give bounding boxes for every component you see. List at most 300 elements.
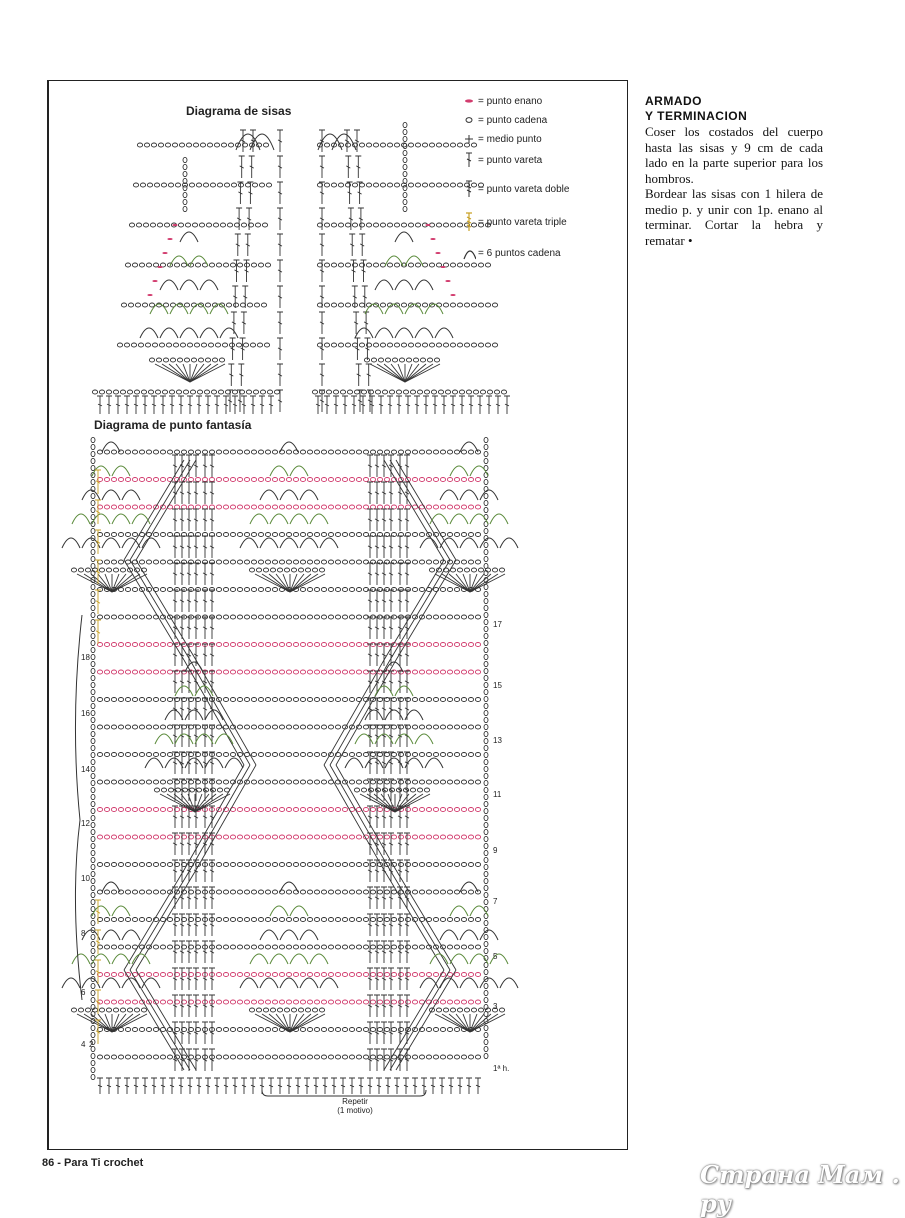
chain-stitch: [230, 945, 235, 949]
chain-stitch: [485, 303, 490, 307]
chain-stitch: [176, 390, 181, 394]
chain-stitch: [314, 615, 319, 619]
chain-stitch: [272, 808, 277, 812]
chain-stitch: [91, 584, 95, 589]
double-crochet-stitch: [186, 725, 192, 747]
chain-stitch: [475, 533, 480, 537]
stitch-line: [136, 970, 196, 1070]
slip-stitch: [435, 252, 440, 254]
chain-stitch: [335, 918, 340, 922]
chain-stitch: [272, 973, 277, 977]
double-crochet-stitch: [396, 396, 402, 414]
chain-stitch: [160, 1000, 165, 1004]
chain-stitch: [335, 643, 340, 647]
chain-stitch: [183, 390, 188, 394]
chain-stitch: [91, 920, 95, 925]
chain-arch: [300, 538, 318, 548]
chain-stitch: [307, 533, 312, 537]
chain-stitch: [216, 450, 221, 454]
chain-stitch: [377, 505, 382, 509]
chain-stitch: [391, 918, 396, 922]
double-crochet-stitch: [250, 1078, 256, 1094]
assembly-title-line1: ARMADO: [645, 94, 702, 108]
chain-stitch: [146, 643, 151, 647]
chain-stitch: [342, 945, 347, 949]
chain-stitch: [300, 533, 305, 537]
chain-stitch: [384, 780, 389, 784]
chain-stitch: [307, 1028, 312, 1032]
chain-stitch: [293, 780, 298, 784]
chain-stitch: [468, 835, 473, 839]
chain-stitch: [484, 969, 488, 974]
double-crochet-stitch: [172, 455, 178, 477]
double-crochet-stitch: [179, 509, 185, 531]
stitch-line: [190, 364, 204, 382]
chain-stitch: [427, 358, 432, 362]
chain-stitch: [150, 223, 155, 227]
chain-stitch: [257, 343, 262, 347]
chain-stitch: [468, 505, 473, 509]
double-crochet-stitch: [239, 156, 245, 178]
chain-stitch: [125, 808, 130, 812]
double-crochet-stitch: [397, 860, 403, 882]
double-crochet-stitch: [404, 455, 410, 477]
chain-stitch: [450, 263, 455, 267]
chain-stitch: [370, 588, 375, 592]
chain-stitch: [246, 390, 251, 394]
chain-stitch: [186, 143, 191, 147]
double-crochet-stitch: [345, 156, 351, 178]
double-crochet-stitch: [486, 396, 492, 414]
chain-stitch: [436, 183, 441, 187]
chain-stitch: [426, 615, 431, 619]
single-crochet-icon: [462, 133, 476, 145]
chain-arch: [425, 758, 443, 768]
chain-stitch: [111, 808, 116, 812]
watermark-logo: Страна Мам . ру: [700, 1160, 900, 1218]
chain-stitch: [111, 835, 116, 839]
chain-stitch: [335, 533, 340, 537]
double-crochet-stitch: [374, 617, 380, 639]
double-crochet-stitch: [374, 995, 380, 1017]
chain-stitch: [419, 808, 424, 812]
chain-stitch: [244, 1000, 249, 1004]
double-crochet-stitch: [115, 1078, 121, 1094]
chain-stitch: [314, 450, 319, 454]
chain-arch: [430, 514, 448, 524]
double-crochet-stitch: [374, 941, 380, 963]
chain-stitch: [145, 343, 150, 347]
chain-stitch: [91, 1074, 95, 1079]
chain-stitch: [143, 223, 148, 227]
chain-stitch: [307, 753, 312, 757]
chain-stitch: [265, 670, 270, 674]
chain-stitch: [91, 647, 95, 652]
double-crochet-stitch: [202, 590, 208, 612]
chain-stitch: [384, 588, 389, 592]
double-crochet-stitch: [277, 364, 283, 386]
double-crochet-stitch: [404, 752, 410, 774]
chain-stitch: [415, 263, 420, 267]
legend-label: = punto enano: [478, 95, 543, 107]
chain-stitch: [475, 643, 480, 647]
chain-stitch: [487, 390, 492, 394]
chain-stitch: [440, 780, 445, 784]
chain-stitch: [279, 615, 284, 619]
chain-stitch: [132, 263, 137, 267]
double-crochet-stitch: [367, 509, 373, 531]
chain-stitch: [272, 1000, 277, 1004]
chain-stitch: [398, 753, 403, 757]
chain-stitch: [258, 945, 263, 949]
chain-stitch: [433, 808, 438, 812]
chain-arch: [450, 954, 468, 964]
chain-stitch: [433, 698, 438, 702]
chain-stitch: [387, 183, 392, 187]
chain-stitch: [440, 753, 445, 757]
chain-stitch: [475, 560, 480, 564]
chain-arch: [355, 328, 373, 338]
chain-stitch: [167, 698, 172, 702]
chain-stitch: [352, 183, 357, 187]
stitch-line: [190, 765, 250, 870]
chain-stitch: [356, 780, 361, 784]
chain-stitch: [265, 643, 270, 647]
chain-stitch: [484, 745, 488, 750]
chain-stitch: [447, 615, 452, 619]
chain-stitch: [300, 615, 305, 619]
chain-stitch: [258, 835, 263, 839]
chain-stitch: [244, 670, 249, 674]
chain-arch: [450, 906, 468, 916]
chain-stitch: [440, 615, 445, 619]
chain-stitch: [230, 1000, 235, 1004]
double-crochet-stitch: [151, 396, 157, 414]
chain-stitch: [419, 588, 424, 592]
chain-stitch: [305, 1008, 310, 1012]
chain-stitch: [244, 808, 249, 812]
chain-stitch: [272, 945, 277, 949]
chain-stitch: [132, 835, 137, 839]
chain-stitch: [314, 780, 319, 784]
chain-stitch: [384, 945, 389, 949]
chain-stitch: [167, 973, 172, 977]
chain-stitch: [263, 1008, 268, 1012]
double-crochet-stitch: [240, 338, 246, 360]
chain-stitch: [195, 263, 200, 267]
chain-arch: [480, 978, 498, 988]
chain-stitch: [405, 725, 410, 729]
chain-stitch: [238, 183, 243, 187]
chain-stitch: [209, 505, 214, 509]
chain-stitch: [181, 450, 186, 454]
double-crochet-stitch: [344, 130, 350, 152]
chain-stitch: [256, 568, 261, 572]
chain-stitch: [251, 890, 256, 894]
chain-stitch: [251, 945, 256, 949]
double-crochet-stitch: [209, 1049, 215, 1071]
chain-stitch: [359, 223, 364, 227]
chain-stitch: [230, 835, 235, 839]
double-crochet-stitch: [441, 396, 447, 414]
chain-arch: [165, 758, 183, 768]
double-crochet-stitch: [333, 396, 339, 414]
chain-stitch: [359, 143, 364, 147]
stitch-line: [276, 1014, 290, 1032]
chain-stitch: [461, 533, 466, 537]
chain-stitch: [359, 343, 364, 347]
double-crochet-stitch: [202, 482, 208, 504]
chain-stitch: [342, 698, 347, 702]
chain-stitch: [244, 263, 249, 267]
double-crochet-stitch: [397, 941, 403, 963]
chain-arch: [62, 978, 80, 988]
chain-stitch: [345, 263, 350, 267]
chain-stitch: [363, 1000, 368, 1004]
chain-stitch: [408, 263, 413, 267]
double-crochet-stitch: [367, 833, 373, 855]
chain-stitch: [265, 945, 270, 949]
chain-stitch: [475, 698, 480, 702]
double-crochet-stitch: [202, 563, 208, 585]
chain-stitch: [91, 605, 95, 610]
chain-stitch: [167, 945, 172, 949]
chain-stitch: [230, 588, 235, 592]
chain-stitch: [475, 1000, 480, 1004]
double-crochet-stitch: [404, 806, 410, 828]
chain-stitch: [229, 343, 234, 347]
chain-stitch: [91, 731, 95, 736]
chain-arch: [415, 734, 433, 744]
chain-stitch: [255, 223, 260, 227]
chain-stitch: [328, 1055, 333, 1059]
chain-stitch: [146, 808, 151, 812]
chain-stitch: [166, 343, 171, 347]
double-crochet-stitch: [193, 455, 199, 477]
double-crochet-stitch: [397, 617, 403, 639]
chain-stitch: [258, 588, 263, 592]
double-crochet-stitch: [241, 312, 247, 334]
chain-arch: [185, 710, 203, 720]
chain-stitch: [440, 863, 445, 867]
double-crochet-stitch: [124, 1078, 130, 1094]
chain-stitch: [293, 698, 298, 702]
chain-stitch: [232, 390, 237, 394]
chain-stitch: [307, 835, 312, 839]
chain-stitch: [403, 171, 407, 176]
chain-stitch: [161, 183, 166, 187]
chain-stitch: [447, 725, 452, 729]
chain-stitch: [349, 835, 354, 839]
chain-stitch: [159, 343, 164, 347]
double-crochet-stitch: [378, 396, 384, 414]
chain-stitch: [125, 945, 130, 949]
chain-stitch: [91, 773, 95, 778]
chain-stitch: [398, 918, 403, 922]
chain-stitch: [405, 835, 410, 839]
chain-stitch: [91, 668, 95, 673]
double-crochet-stitch: [241, 1078, 247, 1094]
chain-stitch: [324, 343, 329, 347]
chain-stitch: [272, 725, 277, 729]
chain-stitch: [152, 343, 157, 347]
chain-stitch: [236, 343, 241, 347]
chain-stitch: [331, 343, 336, 347]
chain-stitch: [286, 615, 291, 619]
legend-item: [462, 211, 567, 233]
chain-stitch: [185, 223, 190, 227]
chain-stitch: [356, 478, 361, 482]
chain-arch: [236, 134, 260, 150]
chain-stitch: [277, 568, 282, 572]
chain-stitch: [197, 390, 202, 394]
double-crochet-stitch: [95, 470, 101, 494]
double-crochet-stitch: [277, 234, 283, 256]
chain-stitch: [377, 478, 382, 482]
chain-stitch: [133, 183, 138, 187]
chain-stitch: [408, 223, 413, 227]
chain-stitch: [314, 670, 319, 674]
chain-stitch: [286, 725, 291, 729]
double-crochet-stitch: [319, 234, 325, 256]
chain-stitch: [118, 780, 123, 784]
chain-stitch: [167, 1000, 172, 1004]
double-crochet-stitch: [172, 563, 178, 585]
chain-stitch: [209, 450, 214, 454]
chain-stitch: [91, 969, 95, 974]
chain-stitch: [131, 343, 136, 347]
double-crochet-stitch: [397, 968, 403, 990]
chain-stitch: [321, 973, 326, 977]
chain-arch: [200, 328, 218, 338]
chain-stitch: [244, 533, 249, 537]
chain-arch: [320, 538, 338, 548]
chain-stitch: [314, 753, 319, 757]
chain-stitch: [405, 973, 410, 977]
chain-stitch: [146, 835, 151, 839]
chain-stitch: [443, 303, 448, 307]
chain-arch: [300, 490, 318, 500]
chain-stitch: [328, 505, 333, 509]
stitch-line: [162, 364, 190, 382]
chain-stitch: [153, 478, 158, 482]
chain-arch: [220, 328, 238, 338]
double-crochet-stitch: [209, 455, 215, 477]
chain-stitch: [262, 223, 267, 227]
chain-stitch: [157, 223, 162, 227]
double-crochet-stitch: [397, 563, 403, 585]
chain-stitch: [160, 478, 165, 482]
double-crochet-stitch: [186, 617, 192, 639]
stitch-line: [405, 364, 433, 382]
chain-stitch: [139, 450, 144, 454]
double-crochet-stitch: [202, 941, 208, 963]
chain-arch: [365, 710, 383, 720]
double-crochet-stitch: [193, 509, 199, 531]
chain-stitch: [340, 390, 345, 394]
chain-stitch: [237, 478, 242, 482]
chain-stitch: [184, 358, 189, 362]
chain-stitch: [167, 753, 172, 757]
chain-stitch: [349, 945, 354, 949]
chain-stitch: [384, 478, 389, 482]
chain-stitch: [468, 560, 473, 564]
stitch-line: [377, 364, 405, 382]
chain-stitch: [307, 478, 312, 482]
chain-stitch: [331, 223, 336, 227]
stitch-line: [395, 794, 423, 812]
slip-stitch: [167, 238, 172, 240]
chain-stitch: [91, 465, 95, 470]
chain-stitch: [146, 560, 151, 564]
chain-stitch: [307, 918, 312, 922]
chain-stitch: [104, 808, 109, 812]
chain-stitch: [443, 143, 448, 147]
chain-stitch: [356, 863, 361, 867]
chain-stitch: [461, 670, 466, 674]
chain-stitch: [118, 560, 123, 564]
chain-stitch: [153, 725, 158, 729]
double-crochet-stitch: [388, 509, 394, 531]
chain-stitch: [422, 143, 427, 147]
double-crochet-stitch: [397, 779, 403, 801]
chain-stitch: [440, 450, 445, 454]
chain-stitch: [457, 568, 462, 572]
double-crochet-stitch: [286, 1078, 292, 1094]
chain-stitch: [321, 1055, 326, 1059]
chain-stitch: [412, 973, 417, 977]
double-crochet-stitch: [387, 396, 393, 414]
chain-stitch: [179, 143, 184, 147]
chain-stitch: [265, 1055, 270, 1059]
chain-stitch: [398, 1000, 403, 1004]
chain-stitch: [300, 560, 305, 564]
chain-stitch: [111, 753, 116, 757]
chain-stitch: [433, 615, 438, 619]
chain-stitch: [398, 1028, 403, 1032]
double-crochet-stitch: [367, 617, 373, 639]
chain-stitch: [181, 263, 186, 267]
chain-stitch: [104, 533, 109, 537]
chain-stitch: [183, 206, 187, 211]
chain-stitch: [300, 945, 305, 949]
chain-stitch: [468, 890, 473, 894]
chain-stitch: [237, 808, 242, 812]
chain-stitch: [237, 835, 242, 839]
chain-arch: [180, 232, 198, 242]
chain-stitch: [468, 478, 473, 482]
chain-stitch: [195, 478, 200, 482]
chain-stitch: [447, 808, 452, 812]
chain-stitch: [328, 450, 333, 454]
double-crochet-stitch: [374, 509, 380, 531]
chain-arch: [420, 978, 438, 988]
chain-stitch: [484, 773, 488, 778]
assembly-title-line2: Y TERMINACION: [645, 109, 748, 123]
assembly-instructions: [645, 94, 823, 248]
chain-stitch: [139, 973, 144, 977]
chain-stitch: [300, 973, 305, 977]
chain-stitch: [104, 918, 109, 922]
chain-stitch: [412, 478, 417, 482]
chain-stitch: [391, 890, 396, 894]
chain-arch: [270, 906, 288, 916]
chain-arch: [240, 978, 258, 988]
chain-stitch: [475, 780, 480, 784]
chain-stitch: [160, 945, 165, 949]
chain-stitch: [111, 533, 116, 537]
chain-stitch: [230, 753, 235, 757]
